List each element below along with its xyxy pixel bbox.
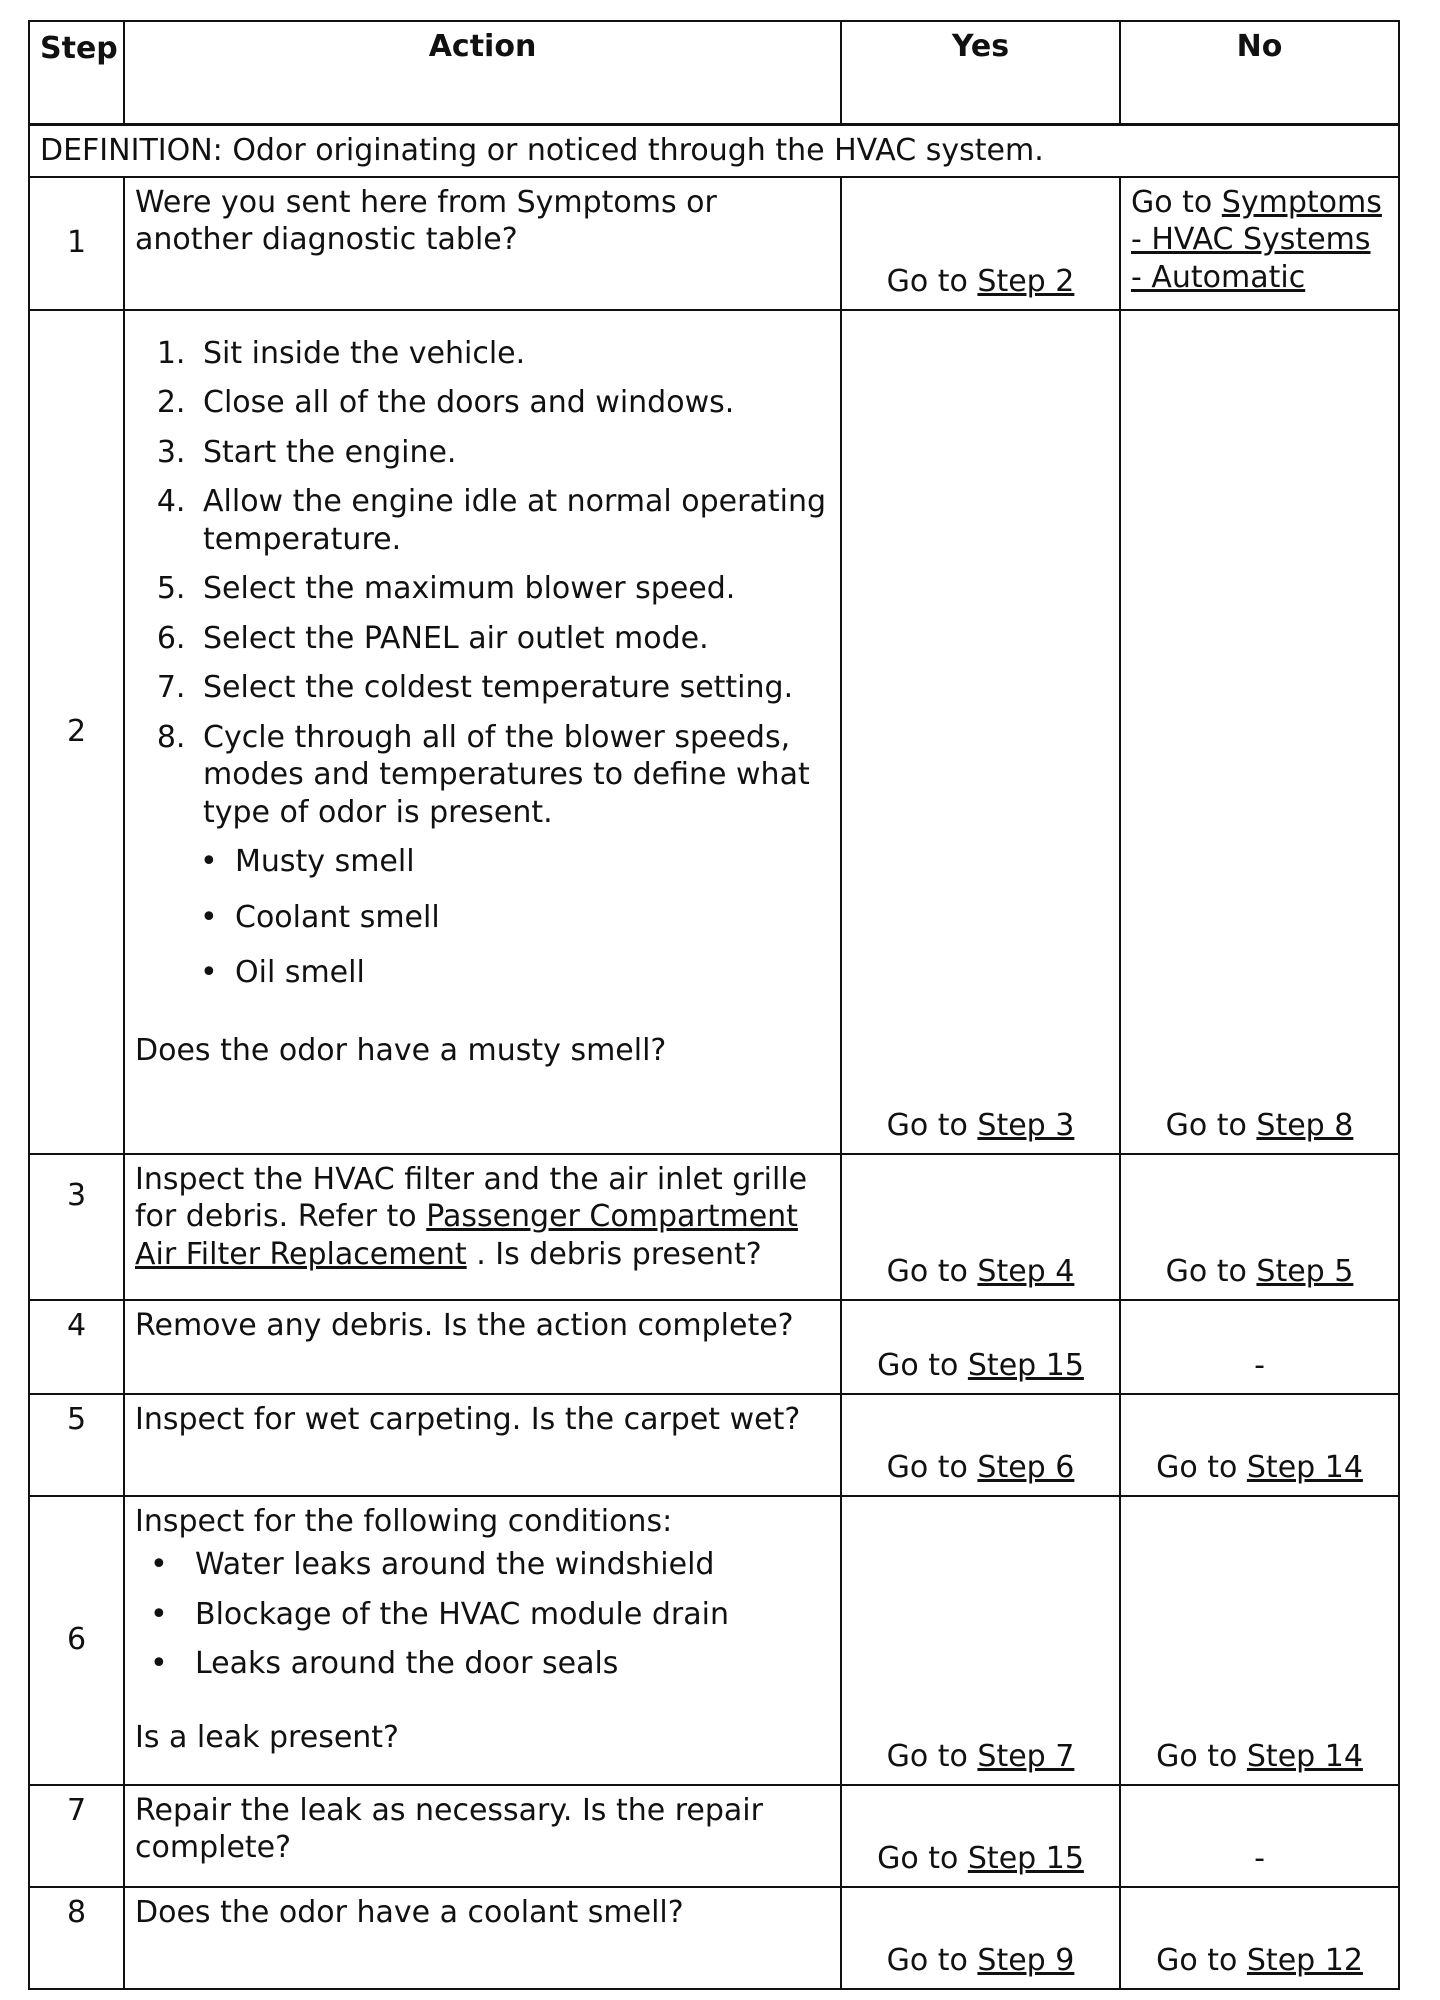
step-link[interactable]: Step 5 bbox=[1256, 1254, 1354, 1289]
list-item: 7. Select the coldest temperature setting. bbox=[195, 669, 830, 707]
table-row bbox=[29, 177, 1399, 310]
step-number: 3 bbox=[29, 1154, 124, 1300]
yes-cell: Go to Step 15 bbox=[841, 1785, 1120, 1887]
list-item: 8. Cycle through all of the blower speeds, modes and temperatures to define what type of odor is present. bbox=[195, 719, 830, 832]
table-row bbox=[29, 1496, 1399, 1785]
no-cell: Go to Step 5 bbox=[1120, 1154, 1399, 1300]
table-header-row bbox=[29, 21, 1399, 125]
no-cell: Go to Step 14 bbox=[1120, 1394, 1399, 1496]
list-item: • Leaks around the door seals bbox=[195, 1645, 830, 1683]
definition-row bbox=[29, 125, 1399, 177]
yes-cell: Go to Step 4 bbox=[841, 1154, 1120, 1300]
step-number: 4 bbox=[29, 1300, 124, 1394]
header-no: No bbox=[1120, 21, 1399, 125]
step-link[interactable]: Step 14 bbox=[1246, 1739, 1363, 1774]
filter-replacement-link[interactable]: Passenger Compartment Air Filter Replacement bbox=[135, 1199, 798, 1272]
yes-cell: Go to Step 3 bbox=[841, 310, 1120, 1154]
yes-cell: Go to Step 6 bbox=[841, 1394, 1120, 1496]
no-cell: Go to Step 12 bbox=[1120, 1887, 1399, 1989]
step-link[interactable]: Step 8 bbox=[1256, 1108, 1354, 1143]
odor-list bbox=[135, 843, 830, 992]
header-yes: Yes bbox=[841, 21, 1120, 125]
list-item: • Blockage of the HVAC module drain bbox=[195, 1596, 830, 1634]
action-cell: Inspect the HVAC filter and the air inlet grille for debris. Refer to Passenger Compartment Air Filter Replacement . Is debris present? bbox=[124, 1154, 841, 1300]
step-link[interactable]: Step 4 bbox=[977, 1254, 1075, 1289]
no-cell: Go to Symptoms - HVAC Systems - Automatic bbox=[1120, 177, 1399, 310]
conditions-list bbox=[135, 1546, 830, 1683]
action-cell bbox=[124, 1496, 841, 1785]
step-link[interactable]: Step 7 bbox=[977, 1739, 1075, 1774]
action-cell bbox=[124, 310, 841, 1154]
procedure-list bbox=[135, 335, 830, 832]
action-text: Repair the leak as necessary. Is the repair complete? bbox=[124, 1785, 841, 1887]
diagnostic-table bbox=[28, 20, 1400, 1990]
step-number: 8 bbox=[29, 1887, 124, 1989]
question-text: Does the odor have a musty smell? bbox=[135, 1032, 667, 1068]
action-text: Does the odor have a coolant smell? bbox=[124, 1887, 841, 1989]
yes-cell: Go to Step 2 bbox=[841, 177, 1120, 310]
step-number: 5 bbox=[29, 1394, 124, 1496]
list-item: 5. Select the maximum blower speed. bbox=[195, 570, 830, 608]
yes-cell: Go to Step 9 bbox=[841, 1887, 1120, 1989]
list-item: 1. Sit inside the vehicle. bbox=[195, 335, 830, 373]
header-action: Action bbox=[124, 21, 841, 125]
list-item: 3. Start the engine. bbox=[195, 434, 830, 472]
no-cell: Go to Step 8 bbox=[1120, 310, 1399, 1154]
list-item: 4. Allow the engine idle at normal operating temperature. bbox=[195, 483, 830, 558]
no-cell: - bbox=[1120, 1785, 1399, 1887]
list-item: • Musty smell bbox=[235, 843, 830, 881]
list-item: 2. Close all of the doors and windows. bbox=[195, 384, 830, 422]
symptoms-link[interactable]: Symptoms - HVAC Systems - Automatic bbox=[1131, 184, 1382, 295]
yes-cell: Go to Step 7 bbox=[841, 1496, 1120, 1785]
no-cell: - bbox=[1120, 1300, 1399, 1394]
table-row bbox=[29, 1785, 1399, 1887]
no-cell: Go to Step 14 bbox=[1120, 1496, 1399, 1785]
table-row bbox=[29, 310, 1399, 1154]
action-text: Inspect for wet carpeting. Is the carpet wet? bbox=[124, 1394, 841, 1496]
step-link[interactable]: Step 15 bbox=[967, 1841, 1084, 1876]
table-row bbox=[29, 1394, 1399, 1496]
definition-text: DEFINITION: Odor originating or noticed through the HVAC system. bbox=[29, 125, 1399, 177]
action-text: Remove any debris. Is the action complete? bbox=[124, 1300, 841, 1394]
list-item: • Coolant smell bbox=[235, 899, 830, 937]
table-row bbox=[29, 1887, 1399, 1989]
table-row bbox=[29, 1154, 1399, 1300]
step-link[interactable]: Step 6 bbox=[977, 1450, 1075, 1485]
diagnostic-page bbox=[28, 20, 1398, 1990]
step-number: 6 bbox=[29, 1496, 124, 1785]
table-row bbox=[29, 1300, 1399, 1394]
header-step: Step bbox=[29, 21, 124, 125]
yes-cell: Go to Step 15 bbox=[841, 1300, 1120, 1394]
intro-text: Inspect for the following conditions: bbox=[135, 1503, 673, 1539]
list-item: 6. Select the PANEL air outlet mode. bbox=[195, 620, 830, 658]
step-number: 7 bbox=[29, 1785, 124, 1887]
step-link[interactable]: Step 3 bbox=[977, 1108, 1075, 1143]
step-link[interactable]: Step 12 bbox=[1246, 1943, 1363, 1978]
list-item: • Oil smell bbox=[235, 954, 830, 992]
step-link[interactable]: Step 9 bbox=[977, 1943, 1075, 1978]
step-link[interactable]: Step 2 bbox=[977, 264, 1075, 299]
question-text: Is a leak present? bbox=[135, 1719, 399, 1755]
step-link[interactable]: Step 15 bbox=[967, 1348, 1084, 1383]
list-item: • Water leaks around the windshield bbox=[195, 1546, 830, 1584]
step-number: 2 bbox=[29, 310, 124, 1154]
step-number: 1 bbox=[29, 177, 124, 310]
step-link[interactable]: Step 14 bbox=[1246, 1450, 1363, 1485]
action-text: Were you sent here from Symptoms or another diagnostic table? bbox=[124, 177, 841, 310]
